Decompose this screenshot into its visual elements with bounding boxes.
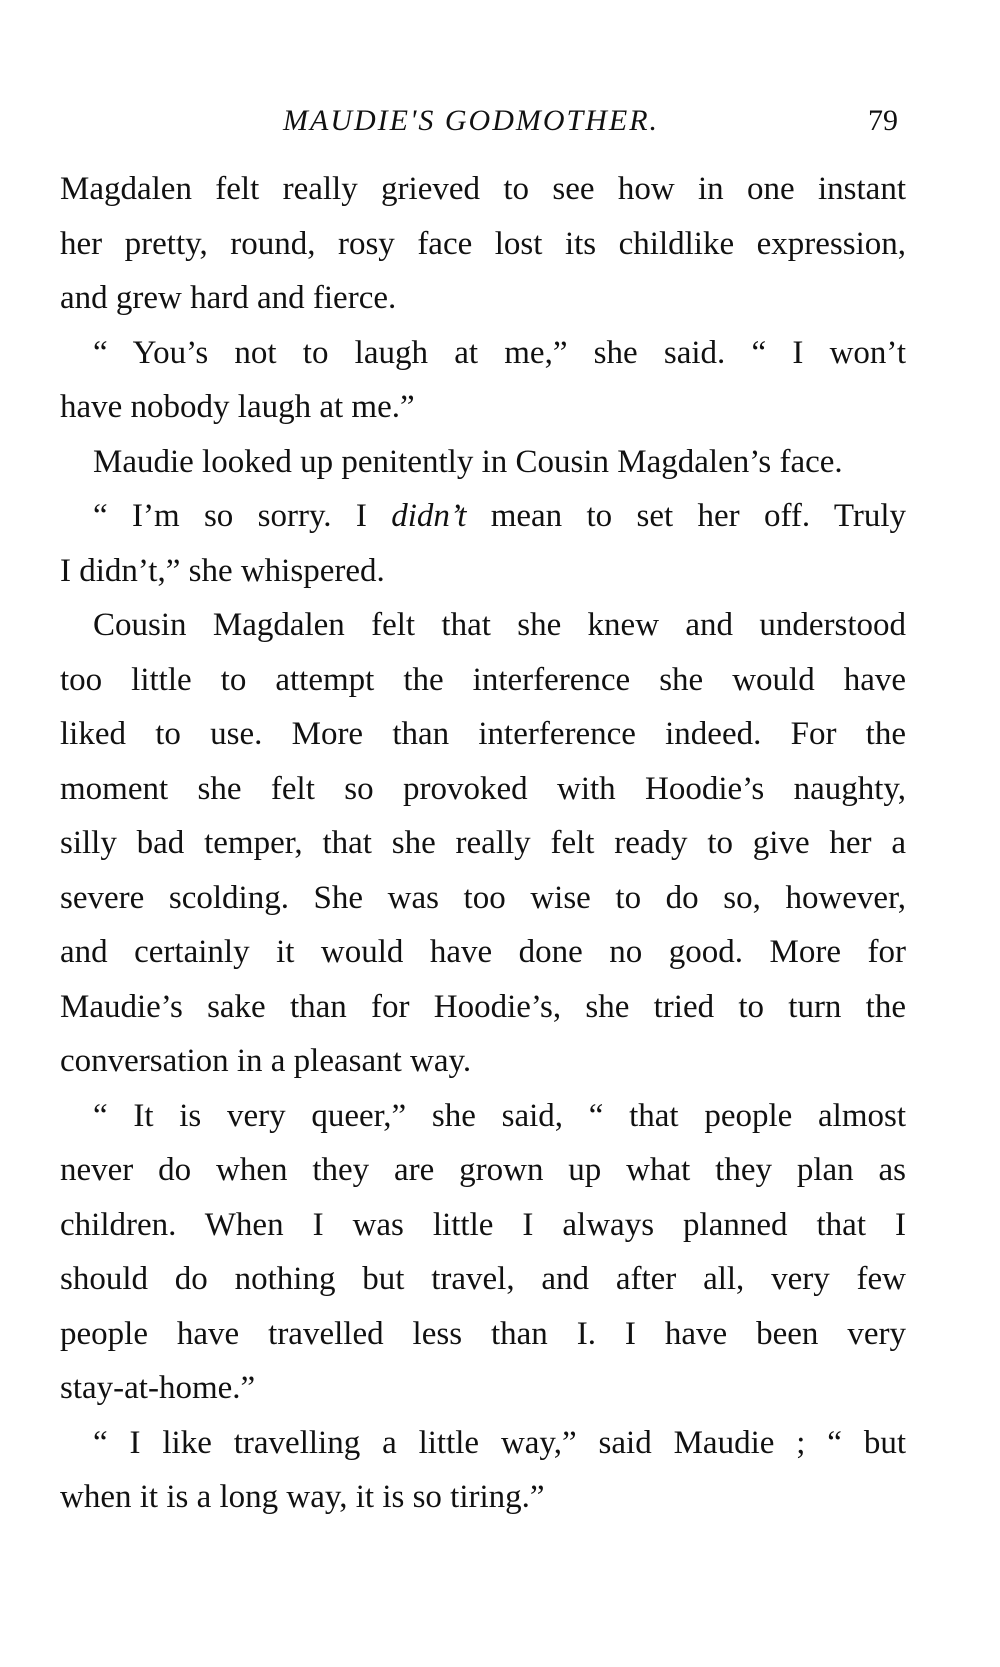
body-text [60,162,906,1525]
text-line: conversation in a pleasant way. [60,1043,472,1079]
text-line: never do when they are grown up what they plan as [60,1152,906,1188]
text-line: Maudie’s sake than for Hoodie’s, she tried to turn the [60,988,906,1025]
text-line: too little to attempt the interference she would have [60,661,906,698]
text-line: her pretty, round, rosy face lost its childlike expression, [60,225,906,262]
text-line: and grew hard and fierce. [60,280,397,316]
text-line: “ I like travelling a little way,” said Maudie ; “ but [93,1424,906,1461]
text-line: people have travelled less than I. I have been very [60,1315,906,1352]
paragraph-1 [60,162,906,326]
paragraph-7 [60,1416,906,1525]
text-line: should do nothing but travel, and after all, very few [60,1261,906,1297]
text-line: silly bad temper, that she really felt ready to give her a [60,825,906,861]
text-line: Magdalen felt really grieved to see how in one instant [60,171,906,207]
running-title: MAUDIE'S GODMOTHER. [283,104,660,137]
text-line: liked to use. More than interference indeed. For the [60,716,906,752]
text-segment: “ I’m so sorry. I [93,498,392,534]
paragraph-3 [60,435,906,490]
italic-emphasis: didn’t [391,498,467,534]
text-line: moment she felt so provoked with Hoodie’s naughty, [60,770,906,807]
text-line [60,489,906,544]
running-head [0,104,1000,144]
text-segment: mean to set her off. Truly [466,498,906,534]
paragraph-2 [60,326,906,435]
text-line: when it is a long way, it is so tiring.” [60,1479,545,1515]
paragraph-4 [60,489,906,598]
text-line: have nobody laugh at me.” [60,389,415,425]
text-line: I didn’t,” she whispered. [60,552,385,589]
page-number: 79 [868,104,898,137]
paragraph-6 [60,1089,906,1416]
paragraph-5 [60,598,906,1089]
text-line: “ It is very queer,” she said, “ that people almost [93,1097,906,1134]
text-line: and certainly it would have done no good. More for [60,934,906,970]
text-line: severe scolding. She was too wise to do so, however, [60,879,906,916]
text-line: children. When I was little I always planned that I [60,1206,906,1243]
text-line: Maudie looked up penitently in Cousin Magdalen’s face. [93,443,843,480]
text-line: “ You’s not to laugh at me,” she said. “ I won’t [93,334,906,371]
text-line: stay-at-home.” [60,1370,256,1406]
text-line: Cousin Magdalen felt that she knew and understood [93,607,906,643]
